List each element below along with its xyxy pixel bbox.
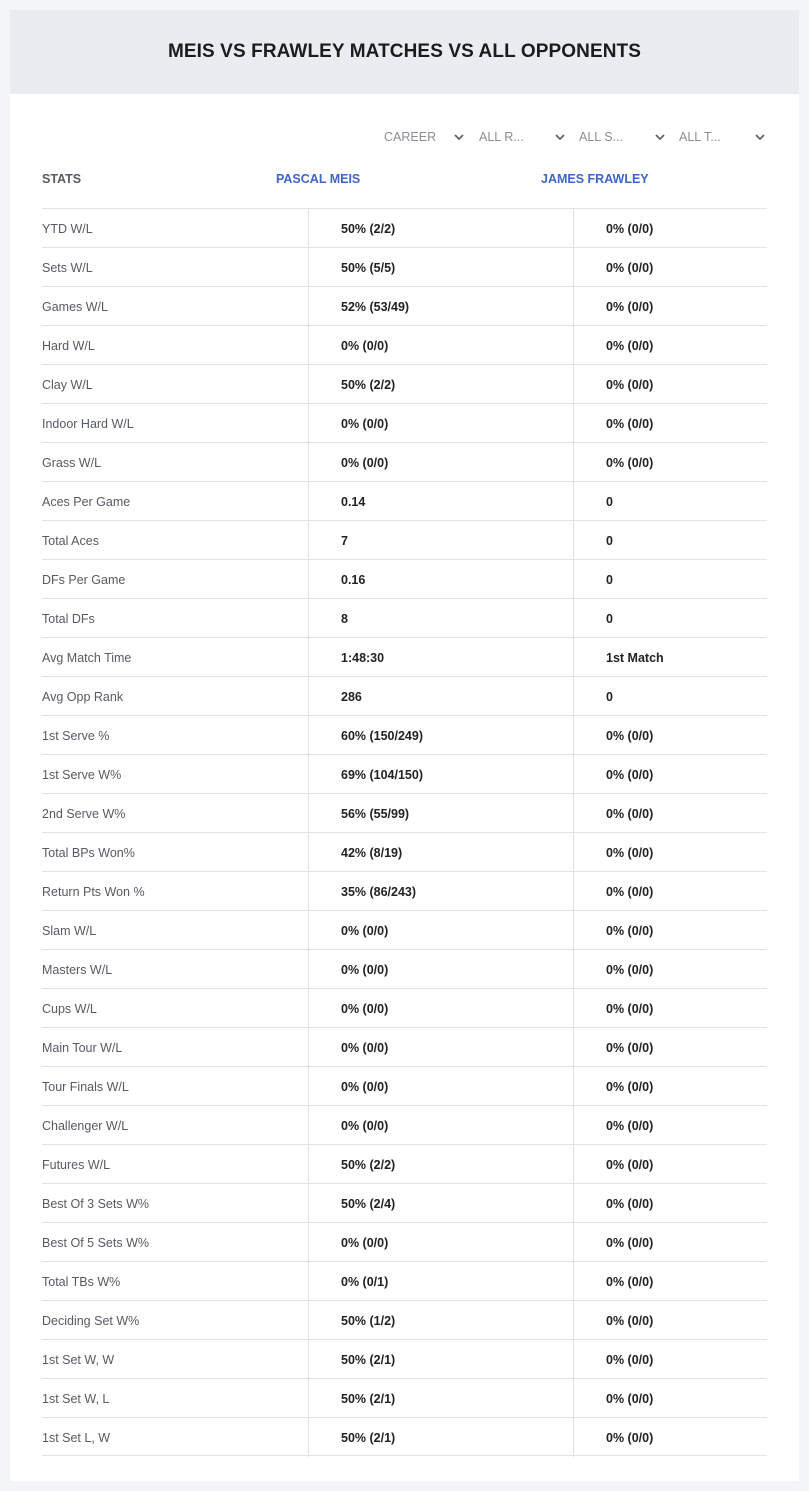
table-row [42, 871, 767, 910]
stat-label: Sets W/L [42, 260, 93, 275]
player2-value: 0% (0/0) [573, 1067, 767, 1106]
player2-value: 0% (0/0) [573, 326, 767, 365]
table-row [42, 1222, 767, 1261]
stat-label: Best Of 5 Sets W% [42, 1235, 149, 1250]
player2-value: 0 [573, 482, 767, 521]
player1-value: 50% (1/2) [308, 1301, 573, 1340]
stat-label: Total TBs W% [42, 1274, 121, 1289]
stat-label: Avg Opp Rank [42, 689, 124, 704]
table-row [42, 1105, 767, 1144]
player2-value: 0% (0/0) [573, 1301, 767, 1340]
player2-value: 0% (0/0) [573, 1106, 767, 1145]
player1-value: 8 [308, 599, 573, 638]
round-filter-label: ALL R... [479, 130, 524, 144]
player2-value: 0% (0/0) [573, 716, 767, 755]
stat-label: Slam W/L [42, 923, 97, 938]
stat-label: Return Pts Won % [42, 884, 145, 899]
surface-filter-select[interactable] [579, 126, 666, 148]
column-header-player2[interactable]: JAMES FRAWLEY [541, 172, 649, 186]
table-row [42, 559, 767, 598]
tournament-filter-select[interactable] [679, 126, 766, 148]
stat-label: Tour Finals W/L [42, 1079, 129, 1094]
table-row [42, 520, 767, 559]
player1-value: 0% (0/0) [308, 326, 573, 365]
player1-value: 35% (86/243) [308, 872, 573, 911]
card-header [10, 10, 799, 94]
stat-label: Total Aces [42, 533, 99, 548]
player2-value: 0% (0/0) [573, 1418, 767, 1457]
player2-value: 0% (0/0) [573, 1340, 767, 1379]
stat-label: Best Of 3 Sets W% [42, 1196, 149, 1211]
surface-filter-label: ALL S... [579, 130, 624, 144]
table-row [42, 1417, 767, 1456]
player1-value: 0% (0/0) [308, 404, 573, 443]
player1-value: 0% (0/0) [308, 950, 573, 989]
player2-value: 0% (0/0) [573, 209, 767, 248]
player1-value: 0% (0/0) [308, 1106, 573, 1145]
column-header-stats: STATS [42, 172, 82, 186]
stat-label: Challenger W/L [42, 1118, 129, 1133]
player2-value: 0% (0/0) [573, 833, 767, 872]
stat-label: Total DFs [42, 611, 95, 626]
stat-label: 1st Set W, L [42, 1391, 110, 1406]
table-row [42, 988, 767, 1027]
period-filter-select[interactable] [384, 126, 465, 148]
table-row [42, 793, 767, 832]
stat-label: 1st Set L, W [42, 1430, 111, 1445]
table-row [42, 247, 767, 286]
stat-label: 1st Serve % [42, 728, 110, 743]
table-row [42, 1339, 767, 1378]
player2-value: 0% (0/0) [573, 950, 767, 989]
table-row [42, 754, 767, 793]
player2-value: 0% (0/0) [573, 1379, 767, 1418]
round-filter-select[interactable] [479, 126, 566, 148]
player1-value: 52% (53/49) [308, 287, 573, 326]
player2-value: 0% (0/0) [573, 404, 767, 443]
player2-value: 0% (0/0) [573, 443, 767, 482]
player2-value: 0% (0/0) [573, 989, 767, 1028]
player2-value: 0% (0/0) [573, 1223, 767, 1262]
stat-label: Games W/L [42, 299, 108, 314]
player1-value: 0% (0/0) [308, 443, 573, 482]
player2-value: 0% (0/0) [573, 1262, 767, 1301]
player2-value: 0% (0/0) [573, 755, 767, 794]
stats-table [42, 208, 767, 1456]
player1-value: 50% (5/5) [308, 248, 573, 287]
player1-value: 50% (2/2) [308, 1145, 573, 1184]
player1-value: 0% (0/0) [308, 1223, 573, 1262]
chevron-down-icon [453, 131, 465, 143]
player1-value: 50% (2/1) [308, 1340, 573, 1379]
table-row [42, 1261, 767, 1300]
stat-label: Futures W/L [42, 1157, 111, 1172]
player2-value: 0% (0/0) [573, 248, 767, 287]
player2-value: 0% (0/0) [573, 1145, 767, 1184]
table-row [42, 1144, 767, 1183]
player2-value: 0% (0/0) [573, 287, 767, 326]
player2-value: 0% (0/0) [573, 1028, 767, 1067]
player1-value: 60% (150/249) [308, 716, 573, 755]
tournament-filter-label: ALL T... [679, 130, 721, 144]
stat-label: 1st Set W, W [42, 1352, 115, 1367]
stat-label: Hard W/L [42, 338, 95, 353]
table-row [42, 442, 767, 481]
table-row [42, 325, 767, 364]
stat-label: Deciding Set W% [42, 1313, 140, 1328]
player2-value: 0 [573, 521, 767, 560]
player1-value: 69% (104/150) [308, 755, 573, 794]
player1-value: 0.14 [308, 482, 573, 521]
table-row [42, 676, 767, 715]
stat-label: Clay W/L [42, 377, 93, 392]
table-row [42, 1183, 767, 1222]
page-title: MEIS VS FRAWLEY MATCHES VS ALL OPPONENTS [167, 41, 642, 62]
player1-value: 0% (0/0) [308, 989, 573, 1028]
table-row [42, 208, 767, 247]
player2-value: 0 [573, 677, 767, 716]
player2-value: 0% (0/0) [573, 872, 767, 911]
player1-value: 42% (8/19) [308, 833, 573, 872]
stat-label: Aces Per Game [42, 494, 131, 509]
stat-label: Avg Match Time [42, 650, 132, 665]
table-row [42, 364, 767, 403]
stats-card [10, 10, 799, 1481]
player1-value: 0% (0/0) [308, 1028, 573, 1067]
player1-value: 0% (0/0) [308, 1067, 573, 1106]
table-row [42, 481, 767, 520]
stat-label: Total BPs Won% [42, 845, 135, 860]
player1-value: 50% (2/1) [308, 1379, 573, 1418]
player1-value: 286 [308, 677, 573, 716]
filter-bar [10, 126, 799, 148]
table-row [42, 637, 767, 676]
player1-value: 0% (0/0) [308, 911, 573, 950]
player2-value: 0% (0/0) [573, 911, 767, 950]
player2-value: 0% (0/0) [573, 794, 767, 833]
player1-value: 7 [308, 521, 573, 560]
stat-label: YTD W/L [42, 221, 93, 236]
player2-value: 0 [573, 560, 767, 599]
table-row [42, 598, 767, 637]
table-row [42, 715, 767, 754]
table-row [42, 949, 767, 988]
period-filter-label: CAREER [384, 130, 437, 144]
column-header-player1[interactable]: PASCAL MEIS [276, 172, 361, 186]
stat-label: Main Tour W/L [42, 1040, 123, 1055]
player1-value: 0.16 [308, 560, 573, 599]
player1-value: 50% (2/2) [308, 209, 573, 248]
stat-label: Grass W/L [42, 455, 102, 470]
table-row [42, 832, 767, 871]
player1-value: 50% (2/4) [308, 1184, 573, 1223]
player1-value: 1:48:30 [308, 638, 573, 677]
player1-value: 56% (55/99) [308, 794, 573, 833]
player2-value: 0% (0/0) [573, 1184, 767, 1223]
player2-value: 0 [573, 599, 767, 638]
stat-label: Indoor Hard W/L [42, 416, 134, 431]
stat-label: 1st Serve W% [42, 767, 122, 782]
player2-value: 0% (0/0) [573, 365, 767, 404]
player1-value: 0% (0/1) [308, 1262, 573, 1301]
chevron-down-icon [554, 131, 566, 143]
table-row [42, 1027, 767, 1066]
table-row [42, 910, 767, 949]
player2-value: 1st Match [573, 638, 767, 677]
player1-value: 50% (2/2) [308, 365, 573, 404]
table-row [42, 286, 767, 325]
chevron-down-icon [754, 131, 766, 143]
chevron-down-icon [654, 131, 666, 143]
player1-value: 50% (2/1) [308, 1418, 573, 1457]
table-row [42, 403, 767, 442]
table-row [42, 1066, 767, 1105]
stat-label: 2nd Serve W% [42, 806, 126, 821]
stat-label: Cups W/L [42, 1001, 97, 1016]
table-row [42, 1378, 767, 1417]
table-row [42, 1300, 767, 1339]
stat-label: DFs Per Game [42, 572, 126, 587]
stat-label: Masters W/L [42, 962, 113, 977]
